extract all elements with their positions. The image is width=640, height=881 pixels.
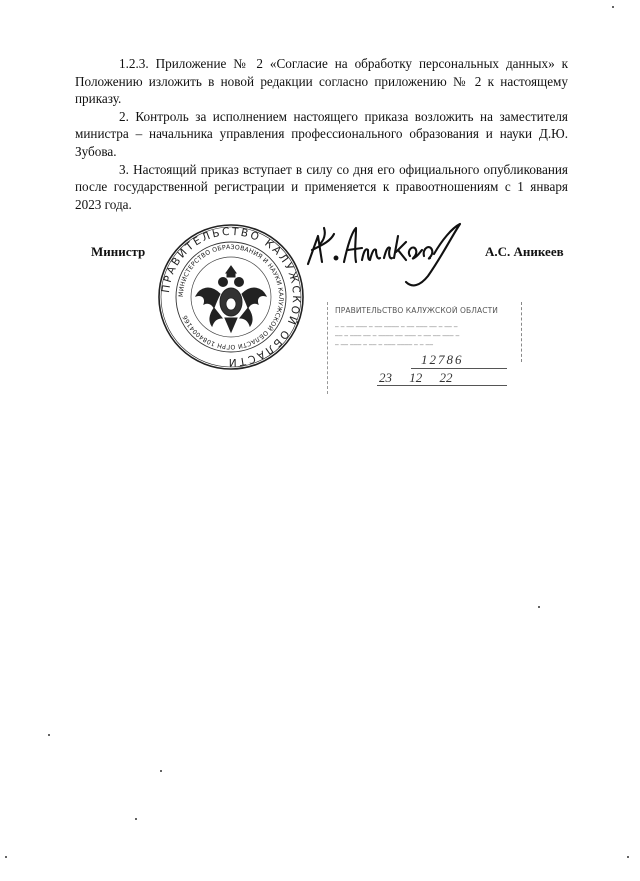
position-label: Министр <box>91 244 146 259</box>
stamp-faded-line-3: ─ ── ─── ─ ── ─ ─── ──── ─ ─ ── <box>335 342 434 349</box>
scan-speck <box>538 606 540 608</box>
stamp-right-edge <box>521 302 522 362</box>
scan-speck <box>160 770 162 772</box>
seal-inner-text: МИНИСТЕРСТВО ОБРАЗОВАНИЯ И НАУКИ КАЛУЖСКОЙ ОБЛАСТИ ОГРН 1084004166 <box>177 243 285 351</box>
paragraph-3: 3. Настоящий приказ вступает в силу со дня его официального опубликования после государственной регистрации и применяется к правоотношениям с 1 января 2023 года. <box>75 161 568 212</box>
scan-speck <box>48 734 50 736</box>
registration-date: 23 12 22 <box>379 370 453 385</box>
official-seal <box>156 222 306 372</box>
registration-number: 12786 <box>421 352 464 367</box>
scan-speck <box>135 818 137 820</box>
stamp-faded-line-2: ── ─ ─── ── ─ ──── ── ─── ─ ── ── ─── ─ <box>335 333 460 340</box>
signer-name: А.С. Аникеев <box>485 244 564 259</box>
order-text <box>75 55 568 213</box>
scan-speck <box>5 856 7 858</box>
paragraph-2: 2. Контроль за исполнением настоящего приказа возложить на заместителя министра – начальника управления профессионального образования и науки Д.Ю. Зубова. <box>75 108 568 159</box>
paragraph-1-2-3: 1.2.3. Приложение № 2 «Согласие на обработку персональных данных» к Положению изложить в новой редакции согласно приложению № 2 к настоящему приказу. <box>75 56 568 107</box>
coat-of-arms-icon <box>196 266 266 332</box>
registration-number-underline <box>411 368 507 369</box>
seal-outer-text: ПРАВИТЕЛЬСТВО КАЛУЖСКОЙ ОБЛАСТИ <box>160 225 303 369</box>
handwritten-signature <box>302 214 472 294</box>
scan-speck <box>627 856 629 858</box>
scan-speck <box>612 6 614 8</box>
stamp-left-edge <box>327 302 328 394</box>
registration-stamp-title: ПРАВИТЕЛЬСТВО КАЛУЖСКОЙ ОБЛАСТИ <box>335 306 498 315</box>
registration-date-underline <box>377 385 507 386</box>
stamp-faded-line-1: ─ ─ ── ─── ─ ── ──── ─ ── ─── ── ─ ── ─ <box>335 324 458 331</box>
registration-stamp <box>327 302 527 394</box>
